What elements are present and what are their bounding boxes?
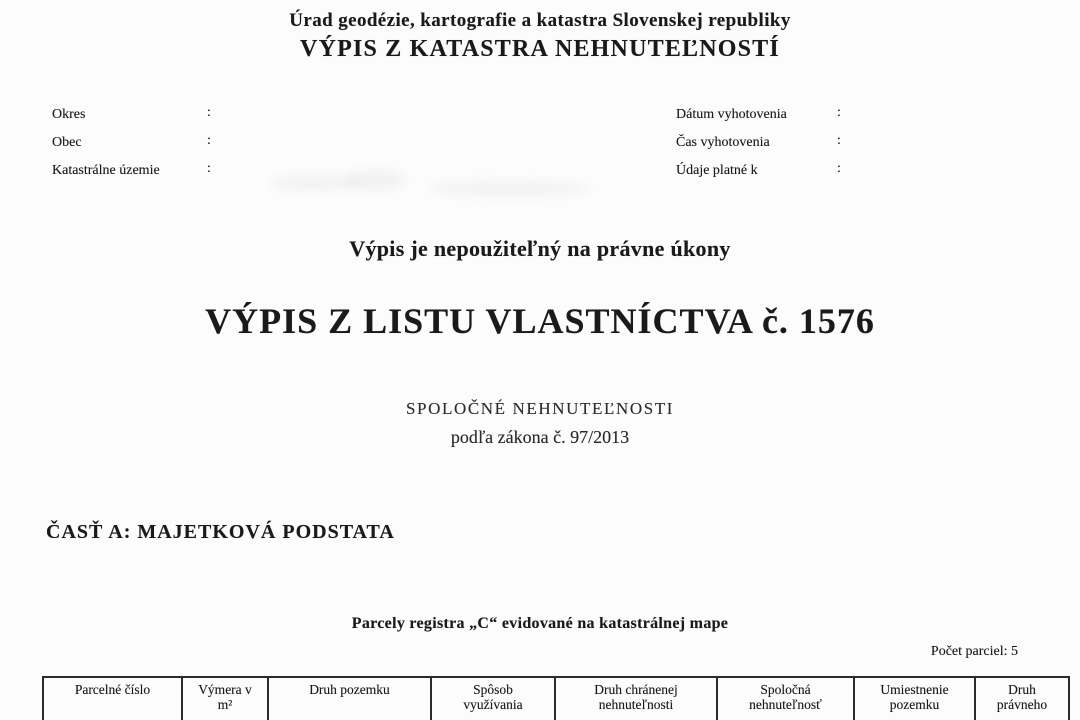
meta-colon: : <box>837 133 841 148</box>
col-parcelne-cislo <box>43 677 182 720</box>
parcels-register-heading: Parcely registra „C“ evidované na katastrálnej mape <box>351 615 729 632</box>
meta-colon: : <box>207 105 211 120</box>
col-druh-pravneho <box>975 677 1069 720</box>
meta-label: Obec <box>52 135 82 150</box>
meta-label: Údaje platné k <box>676 163 758 178</box>
meta-label: Dátum vyhotovenia <box>676 107 787 122</box>
meta-label: Katastrálne územie <box>52 163 160 178</box>
col-header-line: Druh pozemku <box>309 682 390 697</box>
ownership-deed-title: VÝPIS Z LISTU VLASTNÍCTVA č. 1576 <box>205 301 875 341</box>
parcel-count-label: Počet parciel: <box>930 644 1008 659</box>
meta-row-udaje-platne-k <box>676 161 841 189</box>
col-header-line: Druh chránenej <box>594 682 678 697</box>
col-header-line: nehnuteľnosti <box>598 697 674 712</box>
col-sposob-vyuzivania <box>431 677 555 720</box>
parcels-table <box>42 676 1070 720</box>
meta-colon: : <box>207 161 211 176</box>
col-vymera <box>182 677 268 720</box>
meta-row-datum-vyhotovenia <box>676 105 841 133</box>
document-type-title: VÝPIS Z KATASTRA NEHNUTEĽNOSTÍ <box>300 36 780 62</box>
col-header-line: Umiestnenie <box>880 682 949 697</box>
authority-name: Úrad geodézie, kartografie a katastra Slovenskej republiky <box>289 10 791 31</box>
col-header-line: využívania <box>463 697 523 712</box>
col-header-line: Druh <box>1008 682 1036 697</box>
col-header-line: m² <box>217 697 233 712</box>
col-druh-chranenej-nehnutelnosti <box>555 677 717 720</box>
legal-disclaimer: Výpis je nepoužiteľný na právne úkony <box>349 236 731 261</box>
meta-right-block <box>676 105 841 189</box>
law-reference: podľa zákona č. 97/2013 <box>450 427 630 447</box>
parcel-count-value: 5 <box>1011 644 1018 659</box>
col-spolocna-nehnutelnost <box>717 677 854 720</box>
col-header-line: Parcelné číslo <box>74 682 151 697</box>
common-real-estate-subtitle: SPOLOČNÉ NEHNUTEĽNOSTI <box>406 399 674 418</box>
col-header-line: právneho <box>996 697 1048 712</box>
meta-colon: : <box>837 161 841 176</box>
meta-row-obec <box>52 133 211 161</box>
meta-left-block <box>52 105 211 189</box>
section-a-heading: ČASŤ A: MAJETKOVÁ PODSTATA <box>46 521 395 543</box>
meta-label: Okres <box>52 107 86 122</box>
parcels-table-header-row <box>43 677 1069 720</box>
meta-colon: : <box>207 133 211 148</box>
scan-smudge <box>430 182 590 196</box>
scan-smudge <box>345 170 405 190</box>
meta-label: Čas vyhotovenia <box>676 135 770 150</box>
col-header-line: Výmera v <box>198 682 252 697</box>
meta-row-katastralne-uzemie <box>52 161 211 189</box>
col-header-line: pozemku <box>889 697 940 712</box>
meta-row-cas-vyhotovenia <box>676 133 841 161</box>
col-header-line: Spôsob <box>473 682 513 697</box>
parcel-count <box>931 644 1018 660</box>
meta-colon: : <box>837 105 841 120</box>
col-header-line: Spoločná <box>760 682 811 697</box>
col-umiestnenie-pozemku <box>854 677 975 720</box>
meta-row-okres <box>52 105 211 133</box>
scan-smudge <box>270 176 360 190</box>
col-header-line: nehnuteľnosť <box>749 697 822 712</box>
col-druh-pozemku <box>268 677 431 720</box>
